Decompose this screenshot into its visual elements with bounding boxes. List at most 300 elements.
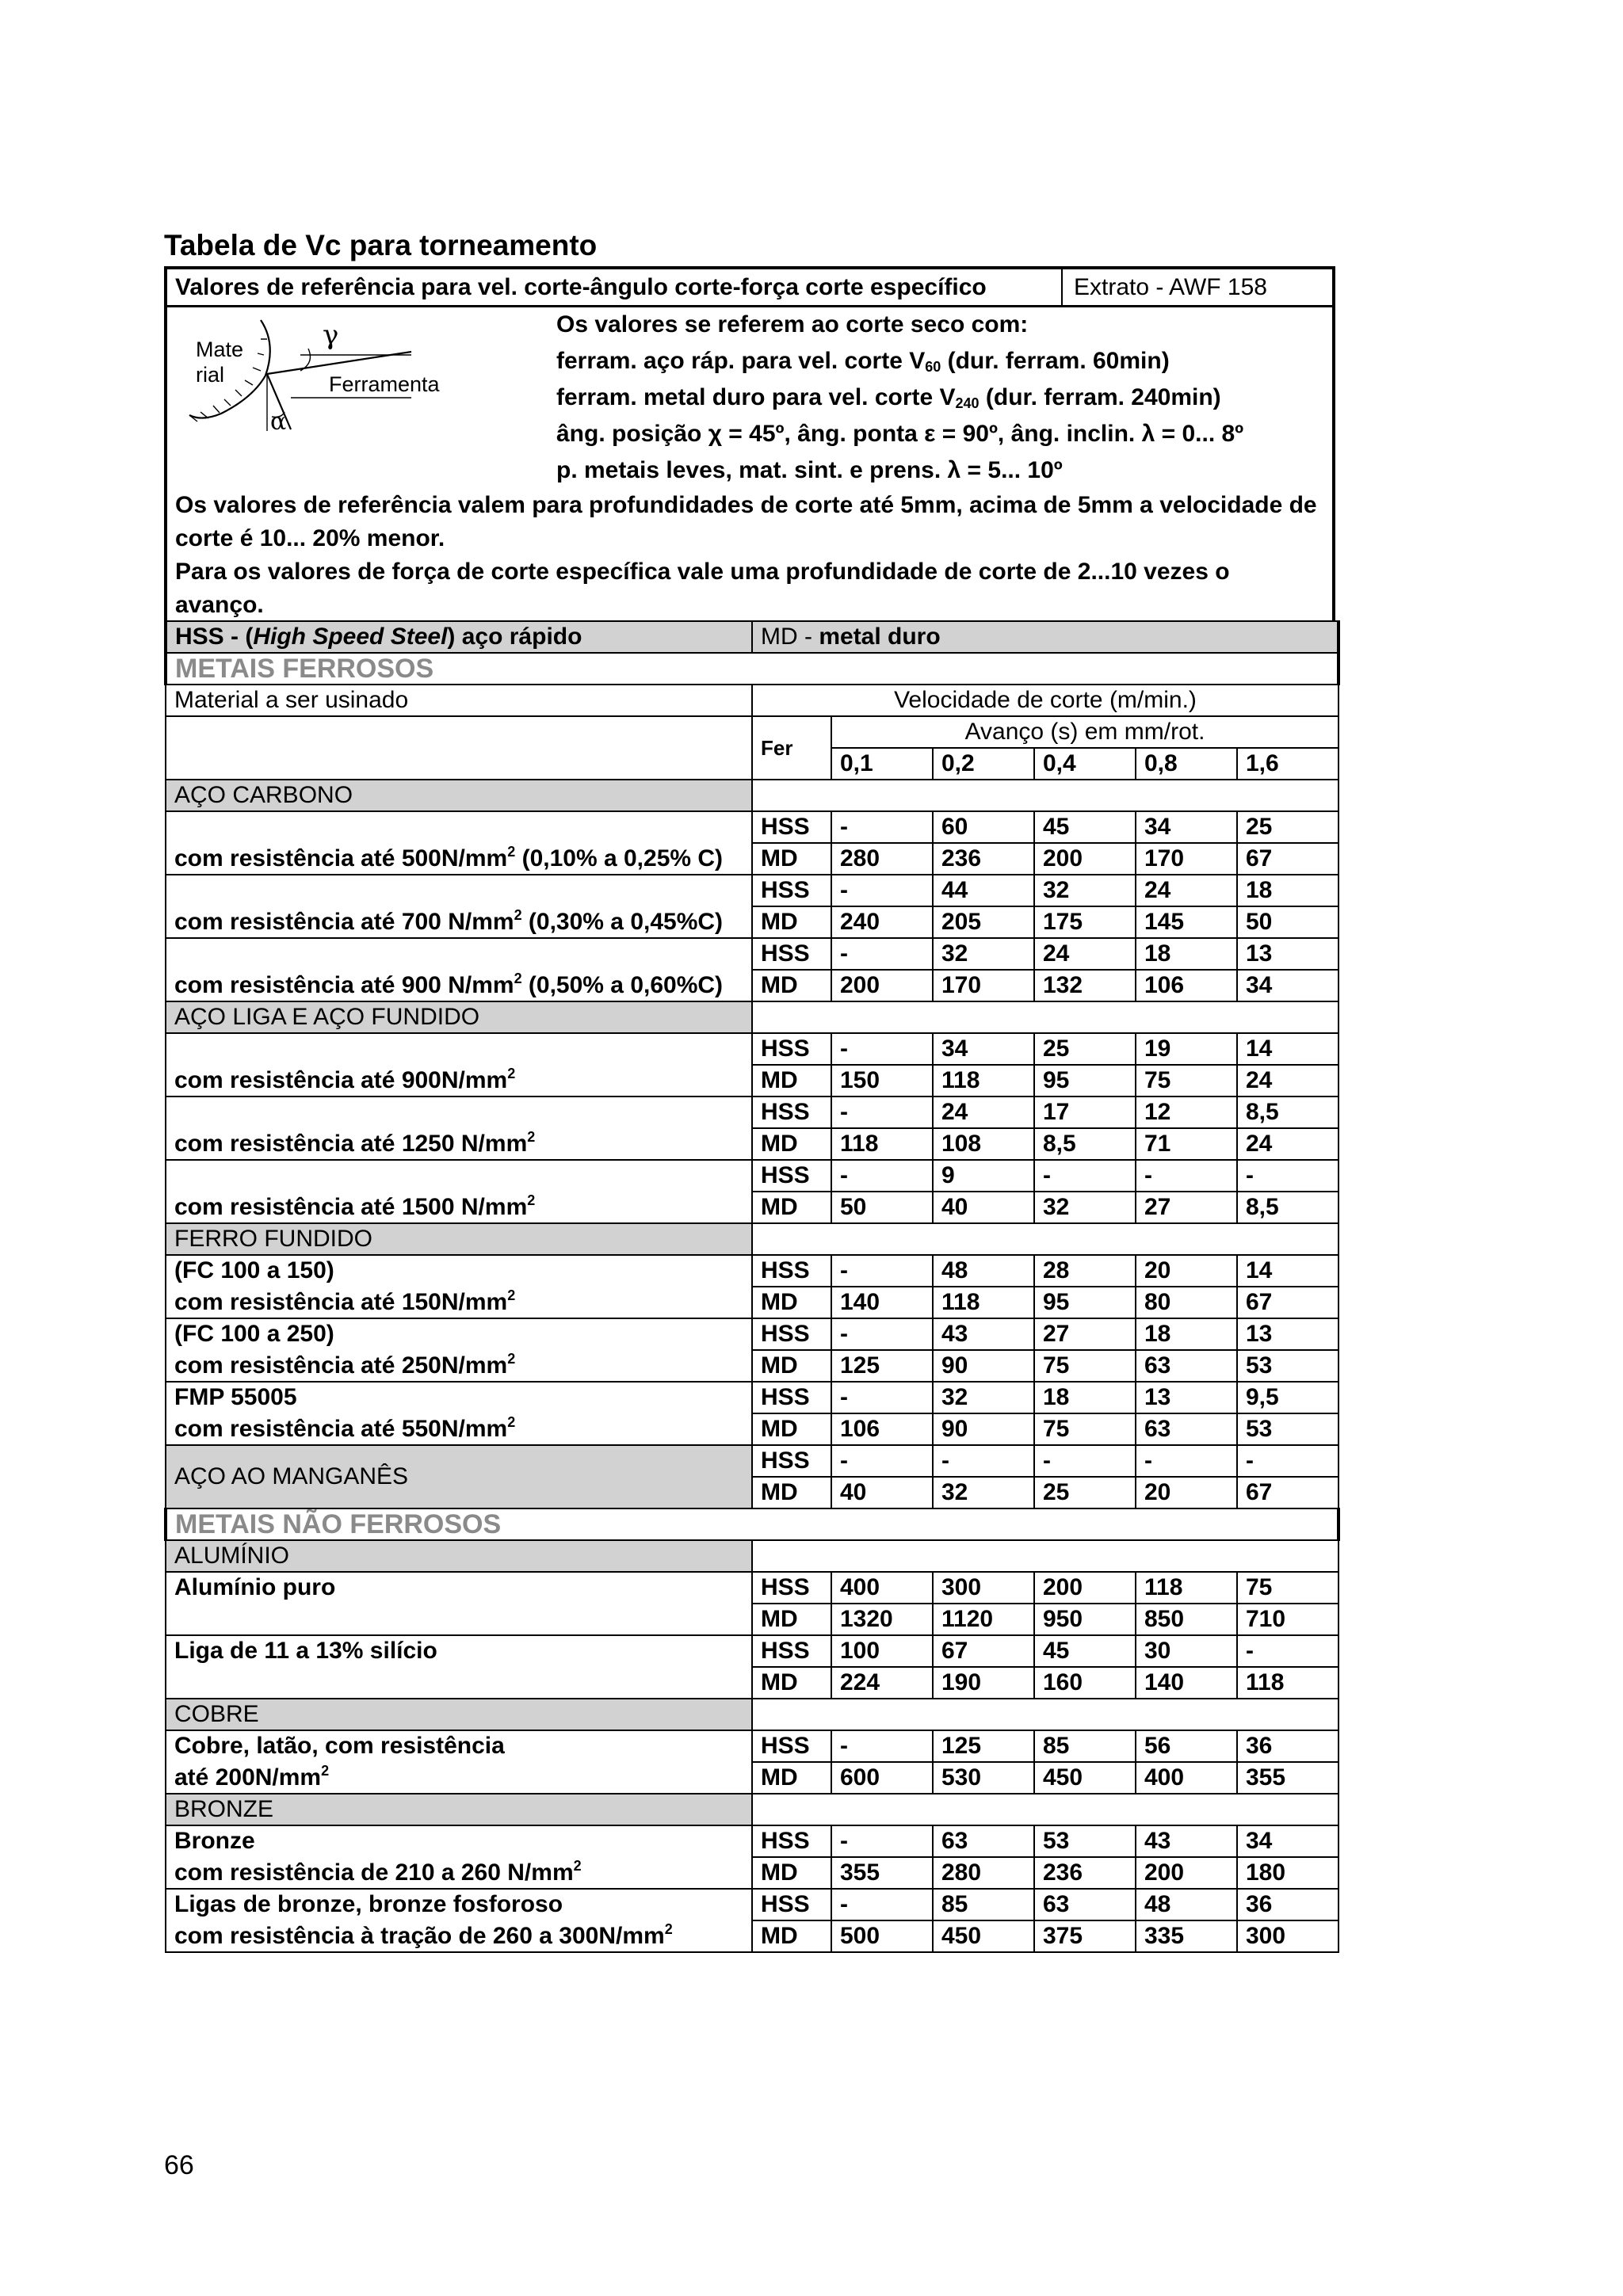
legend-hss (166, 621, 752, 653)
cobre-hss-0-feed-1-6: 36 (1237, 1730, 1338, 1762)
reference-source: Extrato - AWF 158 (1074, 274, 1267, 300)
bronze-material-1-resistance-text: com resistência à tração de 260 a 300N/mm (174, 1923, 665, 1949)
aco-carbono-hss-1-feed-1-6: 18 (1237, 875, 1338, 906)
aco-carbono-hss-2-feed-0-2: 32 (933, 938, 1034, 970)
cast-md-1-feed-0-2: 90 (933, 1350, 1034, 1382)
aluminum-hss-0-feed-1-6: 75 (1237, 1572, 1338, 1604)
aco-liga-md-1-feed-0-4: 8,5 (1034, 1128, 1136, 1160)
category-aluminio-filler (752, 1540, 1338, 1572)
bronze-hss-1-feed-1-6: 36 (1237, 1889, 1338, 1920)
bronze-hss-0-feed-0-1: - (831, 1825, 933, 1857)
bronze-md-1-feed-0-1: 500 (831, 1920, 933, 1952)
aco-carbono-md-1-feed-0-2: 205 (933, 906, 1034, 938)
aluminum-hss-1-feed-1-6: - (1237, 1635, 1338, 1667)
diagram-tool-label: Ferramenta (329, 372, 440, 396)
aluminum-hss-1-tool-code: HSS (752, 1635, 831, 1667)
cast-hss-0-feed-0-8: 20 (1136, 1255, 1237, 1287)
aco-liga-material-2-text: com resistência até 1500 N/mm (174, 1194, 528, 1220)
manganese-md-feed-0-2: 32 (933, 1477, 1034, 1508)
feed-value-0-2: 0,2 (933, 748, 1034, 780)
aco-carbono-md-0-feed-0-8: 170 (1136, 843, 1237, 875)
aco-liga-material-0 (166, 1033, 752, 1097)
material-header: Material a ser usinado (166, 685, 752, 716)
reference-title: Valores de referência para vel. corte-ângulo corte-força corte específico (175, 274, 987, 300)
cobre-hss-row-0 (166, 1730, 1338, 1762)
aco-carbono-material-1 (166, 875, 752, 938)
cobre-md-0-feed-0-8: 400 (1136, 1762, 1237, 1794)
cast-md-0-feed-0-2: 118 (933, 1287, 1034, 1318)
bronze-md-1-feed-1-6: 300 (1237, 1920, 1338, 1952)
cast-material-1 (166, 1350, 752, 1382)
cast-md-1-feed-0-4: 75 (1034, 1350, 1136, 1382)
cast-material-1-superscript: 2 (507, 1351, 516, 1367)
conditions-intro: Os valores se referem ao corte seco com: (556, 311, 1029, 338)
manganese-hss-feed-0-4: - (1034, 1445, 1136, 1477)
diagram-material-label-2: rial (196, 363, 225, 387)
conditions-hss-tool (556, 347, 1170, 376)
aco-liga-hss-row-0 (166, 1033, 1338, 1065)
aco-carbono-material-0 (166, 811, 752, 875)
bronze-md-1-feed-0-8: 335 (1136, 1920, 1237, 1952)
aco-carbono-material-1-superscript: 2 (514, 907, 522, 923)
cast-md-row-1 (166, 1350, 1338, 1382)
aco-liga-material-0-text: com resistência até 900N/mm (174, 1067, 508, 1093)
aco-carbono-material-2-carbon: (0,50% a 0,60%C) (521, 972, 724, 998)
category-bronze-filler (752, 1794, 1338, 1825)
aco-carbono-hss-2-tool-code: HSS (752, 938, 831, 970)
cast-hss-0-tool-code: HSS (752, 1255, 831, 1287)
bronze-hss-1-feed-0-4: 63 (1034, 1889, 1136, 1920)
aco-liga-md-0-feed-0-4: 95 (1034, 1065, 1136, 1097)
conditions-hss-text: ferram. aço ráp. para vel. corte V (556, 348, 926, 374)
aco-carbono-hss-row-0 (166, 811, 1338, 843)
bronze-hss-1-feed-0-1: - (831, 1889, 933, 1920)
aco-carbono-hss-0-feed-0-1: - (831, 811, 933, 843)
cast-md-2-feed-0-1: 106 (831, 1413, 933, 1445)
feed-value-0-8: 0,8 (1136, 748, 1237, 780)
manganese-hss-tool-code: HSS (752, 1445, 831, 1477)
cast-hss-0-feed-0-2: 48 (933, 1255, 1034, 1287)
cobre-md-0-feed-0-4: 450 (1034, 1762, 1136, 1794)
cobre-hss-0-tool-code: HSS (752, 1730, 831, 1762)
cast-hss-1-feed-0-1: - (831, 1318, 933, 1350)
aco-liga-hss-1-tool-code: HSS (752, 1097, 831, 1128)
manganese-md-feed-0-4: 25 (1034, 1477, 1136, 1508)
reference-note-4: avanço. (175, 592, 264, 618)
aco-carbono-hss-2-feed-0-1: - (831, 938, 933, 970)
header-row-2 (166, 716, 1338, 748)
bronze-hss-row-1 (166, 1889, 1338, 1920)
cobre-md-0-feed-0-1: 600 (831, 1762, 933, 1794)
aco-carbono-md-0-feed-0-4: 200 (1034, 843, 1136, 875)
cast-material-2-superscript: 2 (507, 1414, 516, 1430)
aco-carbono-material-0-superscript: 2 (507, 844, 516, 860)
aluminum-md-1-feed-1-6: 118 (1237, 1667, 1338, 1699)
conditions-hss-duration: (dur. ferram. 60min) (941, 348, 1170, 374)
cutting-speed-table (164, 620, 1340, 1953)
aco-liga-hss-0-feed-0-1: - (831, 1033, 933, 1065)
velocity-header: Velocidade de corte (m/min.) (752, 685, 1338, 716)
legend-md-bold: metal duro (819, 624, 941, 650)
aco-liga-hss-row-1 (166, 1097, 1338, 1128)
aco-liga-material-2-superscript: 2 (527, 1192, 536, 1208)
aluminum-material-1: Liga de 11 a 13% silício (166, 1635, 752, 1699)
aluminum-hss-0-feed-0-1: 400 (831, 1572, 933, 1604)
diagram-material-label-1: Mate (196, 338, 244, 361)
aco-carbono-md-2-feed-0-1: 200 (831, 970, 933, 1001)
aluminum-hss-1-feed-0-8: 30 (1136, 1635, 1237, 1667)
aco-carbono-hss-2-feed-0-4: 24 (1034, 938, 1136, 970)
cobre-md-0-tool-code: MD (752, 1762, 831, 1794)
manganese-hss-row (166, 1445, 1338, 1477)
manganese-md-feed-0-1: 40 (831, 1477, 933, 1508)
cast-md-row-0 (166, 1287, 1338, 1318)
section-ferrous-row (166, 653, 1338, 685)
aco-liga-hss-2-feed-0-1: - (831, 1160, 933, 1192)
diagram-gamma-symbol: γ (323, 319, 339, 351)
aco-liga-md-2-feed-0-1: 50 (831, 1192, 933, 1223)
cast-material-2-text: com resistência até 550N/mm (174, 1416, 508, 1442)
legend-hss-prefix: HSS - ( (175, 624, 254, 650)
reference-source-cell (1061, 269, 1332, 305)
legend-hss-italic: High Speed Steel (253, 624, 448, 650)
feed-value-0-1: 0,1 (831, 748, 933, 780)
cast-hss-2-feed-0-1: - (831, 1382, 933, 1413)
header-row-1 (166, 685, 1338, 716)
aco-liga-md-1-feed-0-2: 108 (933, 1128, 1034, 1160)
bronze-material-0-resistance (166, 1857, 752, 1889)
cobre-material-0-resistance-text: até 200N/mm (174, 1764, 322, 1791)
aco-liga-hss-2-feed-1-6: - (1237, 1160, 1338, 1192)
aco-carbono-md-1-feed-0-1: 240 (831, 906, 933, 938)
aco-carbono-material-0-carbon: (0,10% a 0,25% C) (515, 845, 724, 871)
aluminum-md-0-tool-code: MD (752, 1604, 831, 1635)
reference-note-1: Os valores de referência valem para profundidades de corte até 5mm, acima de 5mm a velocidade de (175, 492, 1317, 518)
bronze-hss-0-feed-0-8: 43 (1136, 1825, 1237, 1857)
category-aco-liga-row (166, 1001, 1338, 1033)
section-ferrous: METAIS FERROSOS (166, 653, 1338, 685)
category-ferro-fundido: FERRO FUNDIDO (166, 1223, 752, 1255)
cast-hss-row-2 (166, 1382, 1338, 1413)
cobre-hss-0-feed-0-4: 85 (1034, 1730, 1136, 1762)
aco-liga-hss-0-feed-0-8: 19 (1136, 1033, 1237, 1065)
conditions-hss-sub: 60 (925, 359, 941, 375)
aluminum-hss-1-feed-0-4: 45 (1034, 1635, 1136, 1667)
cast-md-2-feed-1-6: 53 (1237, 1413, 1338, 1445)
cobre-hss-0-feed-0-8: 56 (1136, 1730, 1237, 1762)
fer-header: Fer (752, 716, 831, 780)
cobre-hss-0-feed-0-1: - (831, 1730, 933, 1762)
bronze-material-1-superscript: 2 (664, 1921, 673, 1937)
aco-carbono-material-2-text: com resistência até 900 N/mm (174, 972, 514, 998)
aco-carbono-md-0-feed-0-2: 236 (933, 843, 1034, 875)
category-aco-carbono: AÇO CARBONO (166, 780, 752, 811)
aluminum-hss-0-feed-0-4: 200 (1034, 1572, 1136, 1604)
bronze-md-0-feed-0-8: 200 (1136, 1857, 1237, 1889)
cast-hss-1-feed-0-2: 43 (933, 1318, 1034, 1350)
bronze-material-1: Ligas de bronze, bronze fosforoso (166, 1889, 752, 1920)
aluminum-hss-row-1 (166, 1635, 1338, 1667)
aluminum-hss-0-feed-0-2: 300 (933, 1572, 1034, 1604)
cast-material-0-superscript: 2 (507, 1287, 516, 1303)
aluminum-md-0-feed-0-1: 1320 (831, 1604, 933, 1635)
conditions-light-metals: p. metais leves, mat. sint. e prens. λ = 5... 10º (556, 457, 1063, 483)
reference-note-2: corte é 10... 20% menor. (175, 525, 445, 551)
cobre-material-0: Cobre, latão, com resistência (166, 1730, 752, 1762)
aco-liga-md-1-feed-0-8: 71 (1136, 1128, 1237, 1160)
aco-liga-material-1 (166, 1097, 752, 1160)
bronze-md-0-tool-code: MD (752, 1857, 831, 1889)
bronze-md-0-feed-0-2: 280 (933, 1857, 1034, 1889)
cobre-md-0-feed-1-6: 355 (1237, 1762, 1338, 1794)
section-nonferrous-row (166, 1508, 1338, 1540)
cast-md-0-feed-1-6: 67 (1237, 1287, 1338, 1318)
aluminum-md-0-feed-1-6: 710 (1237, 1604, 1338, 1635)
cast-material-grade-0: (FC 100 a 150) (166, 1255, 752, 1287)
cast-hss-2-tool-code: HSS (752, 1382, 831, 1413)
category-aco-carbono-filler (752, 780, 1338, 811)
cast-hss-1-tool-code: HSS (752, 1318, 831, 1350)
aluminum-md-0-feed-0-8: 850 (1136, 1604, 1237, 1635)
bronze-hss-row-0 (166, 1825, 1338, 1857)
cast-md-1-tool-code: MD (752, 1350, 831, 1382)
cast-md-0-feed-0-4: 95 (1034, 1287, 1136, 1318)
aco-carbono-material-1-text: com resistência até 700 N/mm (174, 909, 514, 935)
aluminum-md-0-feed-0-2: 1120 (933, 1604, 1034, 1635)
aco-liga-md-1-feed-0-1: 118 (831, 1128, 933, 1160)
cast-hss-2-feed-0-2: 32 (933, 1382, 1034, 1413)
manganese-md-tool-code: MD (752, 1477, 831, 1508)
category-ferro-fundido-filler (752, 1223, 1338, 1255)
aluminum-md-1-feed-0-1: 224 (831, 1667, 933, 1699)
aco-liga-md-2-feed-0-8: 27 (1136, 1192, 1237, 1223)
aco-carbono-md-1-tool-code: MD (752, 906, 831, 938)
aco-carbono-hss-0-feed-0-4: 45 (1034, 811, 1136, 843)
aco-liga-md-1-feed-1-6: 24 (1237, 1128, 1338, 1160)
cobre-md-0-feed-0-2: 530 (933, 1762, 1034, 1794)
cast-hss-0-feed-0-1: - (831, 1255, 933, 1287)
bronze-hss-1-tool-code: HSS (752, 1889, 831, 1920)
aco-liga-material-0-superscript: 2 (507, 1066, 516, 1081)
category-aluminio-row (166, 1540, 1338, 1572)
bronze-md-1-feed-0-4: 375 (1034, 1920, 1136, 1952)
cast-md-1-feed-1-6: 53 (1237, 1350, 1338, 1382)
bronze-md-row-1 (166, 1920, 1338, 1952)
category-bronze: BRONZE (166, 1794, 752, 1825)
aluminum-md-1-feed-0-8: 140 (1136, 1667, 1237, 1699)
manganese-hss-feed-0-1: - (831, 1445, 933, 1477)
aco-carbono-md-2-feed-0-2: 170 (933, 970, 1034, 1001)
aluminum-md-1-tool-code: MD (752, 1667, 831, 1699)
category-aco-manganes: AÇO AO MANGANÊS (166, 1445, 752, 1508)
bronze-hss-1-feed-0-2: 85 (933, 1889, 1034, 1920)
cutting-angle-diagram (174, 312, 459, 431)
bronze-material-1-resistance (166, 1920, 752, 1952)
aco-liga-hss-0-feed-0-4: 25 (1034, 1033, 1136, 1065)
feed-value-1-6: 1,6 (1237, 748, 1338, 780)
cast-md-0-tool-code: MD (752, 1287, 831, 1318)
aco-liga-md-0-tool-code: MD (752, 1065, 831, 1097)
aco-carbono-md-1-feed-0-8: 145 (1136, 906, 1237, 938)
aluminum-hss-1-feed-0-2: 67 (933, 1635, 1034, 1667)
aco-carbono-hss-2-feed-1-6: 13 (1237, 938, 1338, 970)
cast-hss-row-1 (166, 1318, 1338, 1350)
feed-header: Avanço (s) em mm/rot. (831, 716, 1338, 748)
category-bronze-row (166, 1794, 1338, 1825)
manganese-md-feed-0-8: 20 (1136, 1477, 1237, 1508)
material-header-blank (166, 716, 752, 780)
page-title: Tabela de Vc para torneamento (164, 229, 598, 261)
cast-md-0-feed-0-1: 140 (831, 1287, 933, 1318)
category-ferro-fundido-row (166, 1223, 1338, 1255)
cobre-material-0-resistance (166, 1762, 752, 1794)
legend-md-prefix: MD - (761, 624, 819, 650)
cast-material-0-text: com resistência até 150N/mm (174, 1289, 508, 1315)
aco-liga-material-2 (166, 1160, 752, 1223)
aco-carbono-md-1-feed-1-6: 50 (1237, 906, 1338, 938)
manganese-hss-feed-1-6: - (1237, 1445, 1338, 1477)
cast-material-grade-2: FMP 55005 (166, 1382, 752, 1413)
aco-carbono-material-2 (166, 938, 752, 1001)
aco-liga-hss-2-tool-code: HSS (752, 1160, 831, 1192)
cast-material-grade-1: (FC 100 a 250) (166, 1318, 752, 1350)
aco-liga-hss-0-tool-code: HSS (752, 1033, 831, 1065)
bronze-md-1-tool-code: MD (752, 1920, 831, 1952)
aco-liga-hss-2-feed-0-4: - (1034, 1160, 1136, 1192)
aco-liga-md-2-tool-code: MD (752, 1192, 831, 1223)
cast-hss-0-feed-1-6: 14 (1237, 1255, 1338, 1287)
cast-hss-0-feed-0-4: 28 (1034, 1255, 1136, 1287)
aco-carbono-hss-0-feed-0-8: 34 (1136, 811, 1237, 843)
aco-liga-md-2-feed-0-4: 32 (1034, 1192, 1136, 1223)
cast-md-2-feed-0-4: 75 (1034, 1413, 1136, 1445)
aco-carbono-md-1-feed-0-4: 175 (1034, 906, 1136, 938)
aco-carbono-md-2-feed-1-6: 34 (1237, 970, 1338, 1001)
aco-carbono-hss-1-tool-code: HSS (752, 875, 831, 906)
conditions-md-duration: (dur. ferram. 240min) (979, 384, 1221, 410)
page-number: 66 (164, 2150, 194, 2180)
aco-liga-hss-2-feed-0-8: - (1136, 1160, 1237, 1192)
aco-liga-hss-1-feed-1-6: 8,5 (1237, 1097, 1338, 1128)
bronze-hss-0-feed-0-2: 63 (933, 1825, 1034, 1857)
aco-liga-material-1-text: com resistência até 1250 N/mm (174, 1131, 528, 1157)
aluminum-md-0-feed-0-4: 950 (1034, 1604, 1136, 1635)
aco-carbono-md-2-tool-code: MD (752, 970, 831, 1001)
cast-hss-1-feed-1-6: 13 (1237, 1318, 1338, 1350)
aco-liga-hss-2-feed-0-2: 9 (933, 1160, 1034, 1192)
bronze-md-row-0 (166, 1857, 1338, 1889)
aluminum-md-1-feed-0-4: 160 (1034, 1667, 1136, 1699)
aluminum-hss-row-0 (166, 1572, 1338, 1604)
aco-liga-hss-1-feed-0-2: 24 (933, 1097, 1034, 1128)
aluminum-hss-1-feed-0-1: 100 (831, 1635, 933, 1667)
reference-block (164, 266, 1335, 620)
bronze-material-0: Bronze (166, 1825, 752, 1857)
cast-md-2-tool-code: MD (752, 1413, 831, 1445)
aco-liga-md-0-feed-1-6: 24 (1237, 1065, 1338, 1097)
cast-hss-1-feed-0-4: 27 (1034, 1318, 1136, 1350)
bronze-hss-0-feed-1-6: 34 (1237, 1825, 1338, 1857)
aco-carbono-hss-1-feed-0-2: 44 (933, 875, 1034, 906)
conditions-md-tool (556, 383, 1221, 412)
aco-carbono-hss-1-feed-0-8: 24 (1136, 875, 1237, 906)
conditions-angles: âng. posição χ = 45º, âng. ponta ε = 90º, âng. inclin. λ = 0... 8º (556, 421, 1244, 447)
aco-carbono-hss-2-feed-0-8: 18 (1136, 938, 1237, 970)
cast-hss-1-feed-0-8: 18 (1136, 1318, 1237, 1350)
aco-liga-hss-0-feed-0-2: 34 (933, 1033, 1034, 1065)
cobre-material-0-superscript: 2 (321, 1763, 330, 1779)
cast-md-2-feed-0-2: 90 (933, 1413, 1034, 1445)
aluminum-md-1-feed-0-2: 190 (933, 1667, 1034, 1699)
aco-carbono-md-0-tool-code: MD (752, 843, 831, 875)
cast-md-2-feed-0-8: 63 (1136, 1413, 1237, 1445)
cast-md-1-feed-0-1: 125 (831, 1350, 933, 1382)
bronze-hss-1-feed-0-8: 48 (1136, 1889, 1237, 1920)
aco-carbono-md-0-feed-0-1: 280 (831, 843, 933, 875)
category-cobre-row (166, 1699, 1338, 1730)
aluminum-hss-0-feed-0-8: 118 (1136, 1572, 1237, 1604)
aco-liga-material-1-superscript: 2 (527, 1129, 536, 1145)
aco-liga-hss-0-feed-1-6: 14 (1237, 1033, 1338, 1065)
category-aco-liga: AÇO LIGA E AÇO FUNDIDO (166, 1001, 752, 1033)
conditions-md-text: ferram. metal duro para vel. corte V (556, 384, 956, 410)
reference-header-row (167, 269, 1332, 307)
aco-carbono-hss-row-2 (166, 938, 1338, 970)
cobre-hss-0-feed-0-2: 125 (933, 1730, 1034, 1762)
aco-carbono-hss-1-feed-0-4: 32 (1034, 875, 1136, 906)
aluminum-material-0: Alumínio puro (166, 1572, 752, 1635)
bronze-md-0-feed-1-6: 180 (1237, 1857, 1338, 1889)
aco-carbono-hss-0-feed-0-2: 60 (933, 811, 1034, 843)
aco-liga-md-1-tool-code: MD (752, 1128, 831, 1160)
reference-note-3: Para os valores de força de corte específica vale uma profundidade de corte de 2...10 vezes o (175, 559, 1230, 585)
aco-carbono-hss-0-tool-code: HSS (752, 811, 831, 843)
manganese-md-feed-1-6: 67 (1237, 1477, 1338, 1508)
manganese-hss-feed-0-8: - (1136, 1445, 1237, 1477)
bronze-md-0-feed-0-1: 355 (831, 1857, 933, 1889)
category-cobre-filler (752, 1699, 1338, 1730)
cast-hss-2-feed-1-6: 9,5 (1237, 1382, 1338, 1413)
legend-row (166, 621, 1338, 653)
aco-carbono-material-1-carbon: (0,30% a 0,45%C) (521, 909, 724, 935)
legend-hss-suffix: ) aço rápido (447, 624, 582, 650)
cast-material-0 (166, 1287, 752, 1318)
aco-carbono-material-0-text: com resistência até 500N/mm (174, 845, 508, 871)
aco-liga-md-0-feed-0-2: 118 (933, 1065, 1034, 1097)
aco-carbono-md-0-feed-1-6: 67 (1237, 843, 1338, 875)
conditions-md-sub: 240 (955, 395, 980, 411)
aco-liga-hss-1-feed-0-1: - (831, 1097, 933, 1128)
legend-md (752, 621, 1338, 653)
aluminum-hss-0-tool-code: HSS (752, 1572, 831, 1604)
diagram-alpha-symbol: α (270, 408, 287, 431)
bronze-md-1-feed-0-2: 450 (933, 1920, 1034, 1952)
aco-liga-md-0-feed-0-1: 150 (831, 1065, 933, 1097)
bronze-material-0-superscript: 2 (573, 1858, 582, 1874)
cast-md-row-2 (166, 1413, 1338, 1445)
category-aluminio: ALUMÍNIO (166, 1540, 752, 1572)
category-cobre: COBRE (166, 1699, 752, 1730)
cast-hss-2-feed-0-4: 18 (1034, 1382, 1136, 1413)
bronze-material-0-resistance-text: com resistência de 210 a 260 N/mm (174, 1859, 574, 1886)
aco-carbono-hss-row-1 (166, 875, 1338, 906)
aco-liga-md-0-feed-0-8: 75 (1136, 1065, 1237, 1097)
bronze-hss-0-tool-code: HSS (752, 1825, 831, 1857)
aco-carbono-hss-0-feed-1-6: 25 (1237, 811, 1338, 843)
aco-liga-hss-1-feed-0-4: 17 (1034, 1097, 1136, 1128)
bronze-hss-0-feed-0-4: 53 (1034, 1825, 1136, 1857)
cast-hss-row-0 (166, 1255, 1338, 1287)
